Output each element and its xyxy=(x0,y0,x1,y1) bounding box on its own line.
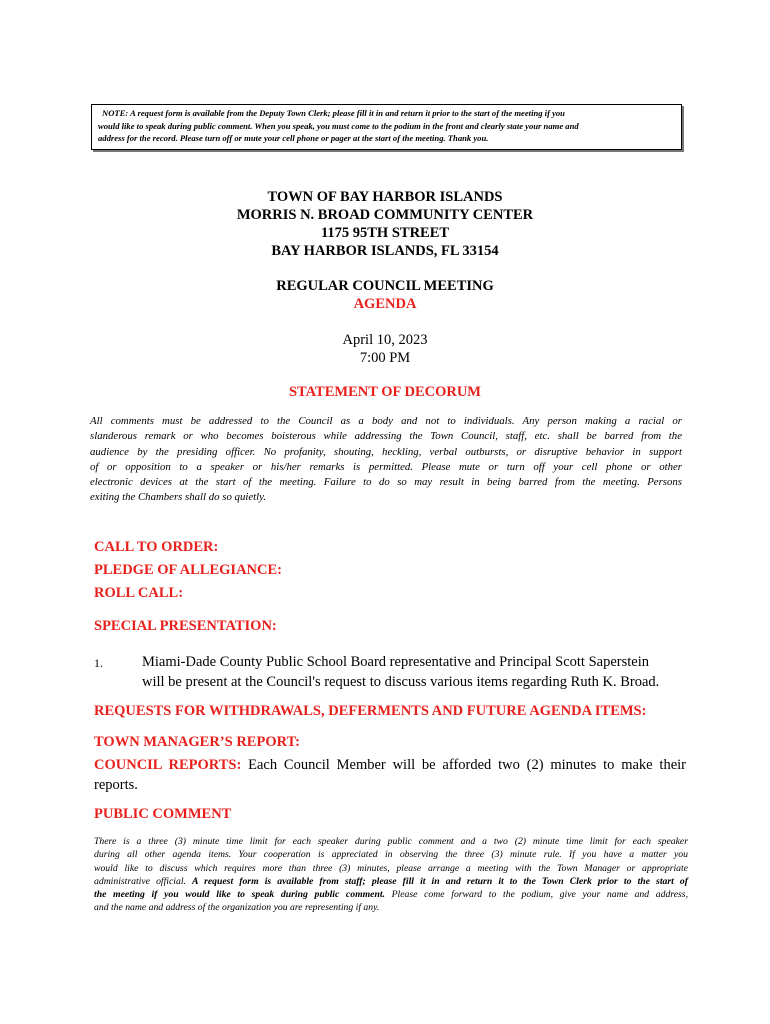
council-reports-block xyxy=(94,756,686,795)
decorum-title: STATEMENT OF DECORUM xyxy=(288,384,481,400)
decorum-line: All comments must be addressed to the Council as a body and not to individuals. Any person making a racial or xyxy=(90,415,682,427)
roll-call-heading: ROLL CALL: xyxy=(94,585,184,601)
note-line: would like to speak during public comment. When you speak, you must come to the podium in the front and clearly state your name and xyxy=(98,120,579,131)
special-item-line: Miami-Dade County Public School Board representative and Principal Scott Saperstein xyxy=(142,654,649,670)
public-comment-bold: A request form is available from staff; please fill it in and return it to the Town Clerk prior to the start of xyxy=(192,875,688,887)
requests-heading: REQUESTS FOR WITHDRAWALS, DEFERMENTS AND FUTURE AGENDA ITEMS: xyxy=(94,703,647,719)
council-reports-heading: COUNCIL REPORTS: xyxy=(94,757,242,773)
public-comment-heading: PUBLIC COMMENT xyxy=(94,806,232,822)
call-to-order-heading: CALL TO ORDER: xyxy=(94,539,219,555)
decorum-line: audience by the presiding officer. No profanity, shouting, heckling, verbal outbursts, or disruptive behavior in support xyxy=(90,445,682,458)
street-address: 1175 95TH STREET xyxy=(320,225,450,241)
city-address: BAY HARBOR ISLANDS, FL 33154 xyxy=(271,243,499,259)
town-manager-heading: TOWN MANAGER’S REPORT: xyxy=(94,734,300,750)
note-box xyxy=(91,104,682,150)
public-comment-plain: Please come forward to the podium, give your name and address, xyxy=(384,889,688,901)
public-comment-line: There is a three (3) minute time limit for each speaker during public comment and a two (2) minute time limit for each speaker xyxy=(94,836,688,847)
public-comment-line xyxy=(94,888,688,901)
meeting-time: 7:00 PM xyxy=(359,350,411,366)
public-comment-plain: administrative official. xyxy=(94,875,193,887)
public-comment-line: and the name and address of the organization you are representing if any. xyxy=(94,902,380,914)
meeting-type: REGULAR COUNCIL MEETING xyxy=(276,278,494,294)
item-number: 1. xyxy=(94,656,103,670)
venue-name: MORRIS N. BROAD COMMUNITY CENTER xyxy=(236,207,534,223)
meeting-title xyxy=(0,277,770,313)
meeting-date: April 10, 2023 xyxy=(342,332,428,348)
council-reports-line xyxy=(94,756,686,776)
decorum-line: exiting the Chambers shall do so quietly. xyxy=(90,491,267,504)
decorum-line: electronic devices at the start of the meeting. Failure to do so may result in being barred from the meeting. Persons xyxy=(90,476,682,489)
pledge-heading: PLEDGE OF ALLEGIANCE: xyxy=(94,562,282,578)
special-item-text xyxy=(142,653,682,692)
decorum-line: of or opposition to a speaker or his/her remarks is permitted. Please mute or turn off your cell phone or other xyxy=(90,460,682,473)
decorum-line: slanderous remark or who becomes boisterous while addressing the Town Council, staff, etc. shall be barred from the xyxy=(90,430,682,443)
decorum-text xyxy=(90,414,682,506)
public-comment-line: during all other agenda items. Your cooperation is appreciated in observing the three (3) minute rule. If you have a matter you xyxy=(94,849,688,861)
council-reports-text: Each Council Member will be afforded two (2) minutes to make their xyxy=(241,757,686,773)
public-comment-line xyxy=(94,875,688,888)
address-header xyxy=(0,188,770,260)
special-item-line: will be present at the Council's request to discuss various items regarding Ruth K. Broad. xyxy=(142,673,660,690)
note-line: address for the record. Please turn off or mute your cell phone or pager at the start of the meeting. Thank you. xyxy=(98,133,489,143)
note-line: NOTE: A request form is available from the Deputy Town Clerk; please fill it in and return it prior to the start of the meeting if you xyxy=(102,108,565,118)
public-comment-bold: the meeting if you would like to speak during public comment. xyxy=(94,889,385,901)
public-comment-text xyxy=(94,835,688,915)
town-name: TOWN OF BAY HARBOR ISLANDS xyxy=(267,189,503,205)
agenda-label: AGENDA xyxy=(353,296,417,312)
public-comment-line: would like to discuss which requires more than three (3) minutes, please arrange a meeting with the Town Manager or appropriate xyxy=(94,862,688,874)
council-reports-line: reports. xyxy=(94,776,138,793)
meeting-datetime xyxy=(0,331,770,367)
special-presentation-heading: SPECIAL PRESENTATION: xyxy=(94,618,277,634)
